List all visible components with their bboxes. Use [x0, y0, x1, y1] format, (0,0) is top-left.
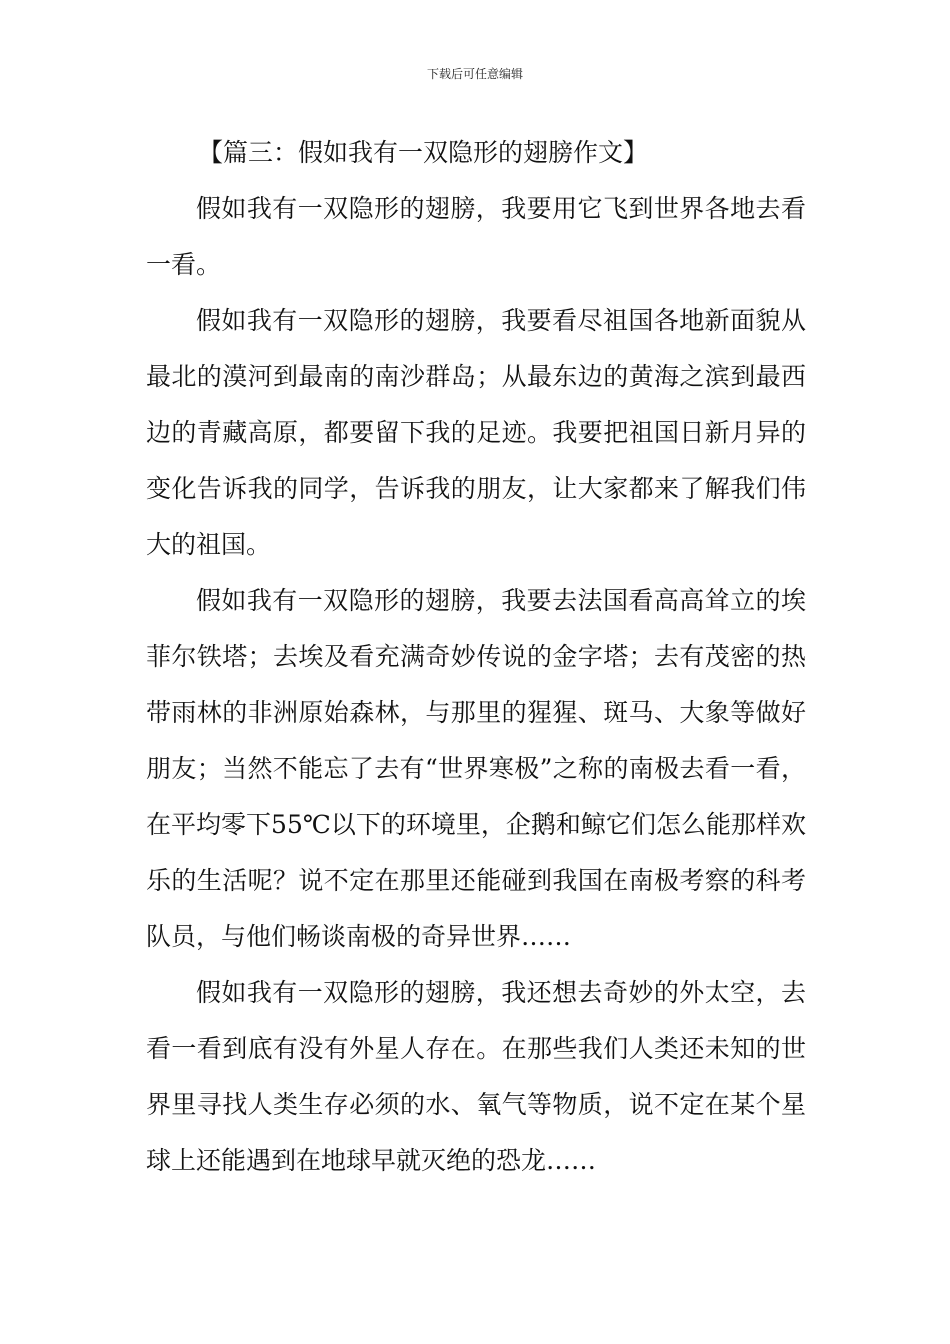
article-title: 【篇三：假如我有一双隐形的翅膀作文】 [198, 138, 649, 167]
paragraph-3: 假如我有一双隐形的翅膀，我要去法国看高高耸立的埃菲尔铁塔；去埃及看充满奇妙传说的金字塔；去有茂密的热带雨林的非洲原始森林，与那里的猩猩、斑马、大象等做好朋友；当然不能忘了去有“世界寒极”之称的南极去看一看，在平均零下55℃以下的环境里，企鹅和鲸它们怎么能那样欢乐的生活呢？说不定在那里还能碰到我国在南极考察的科考队员，与他们畅谈南极的奇异世界…… [146, 586, 806, 951]
page-header-note: 下载后可任意编辑 [426, 67, 523, 81]
paragraph-4: 假如我有一双隐形的翅膀，我还想去奇妙的外太空，去看一看到底有没有外星人存在。在那些我们人类还未知的世界里寻找人类生存必须的水、氧气等物质，说不定在某个星球上还能遇到在地球早就灭绝的恐龙…… [146, 978, 806, 1175]
paragraph-1: 假如我有一双隐形的翅膀，我要用它飞到世界各地去看一看。 [146, 194, 806, 279]
article-body [146, 125, 806, 1189]
paragraph-2: 假如我有一双隐形的翅膀，我要看尽祖国各地新面貌从最北的漠河到最南的南沙群岛；从最东边的黄海之滨到最西边的青藏高原，都要留下我的足迹。我要把祖国日新月异的变化告诉我的同学，告诉我的朋友，让大家都来了解我们伟大的祖国。 [146, 306, 806, 559]
